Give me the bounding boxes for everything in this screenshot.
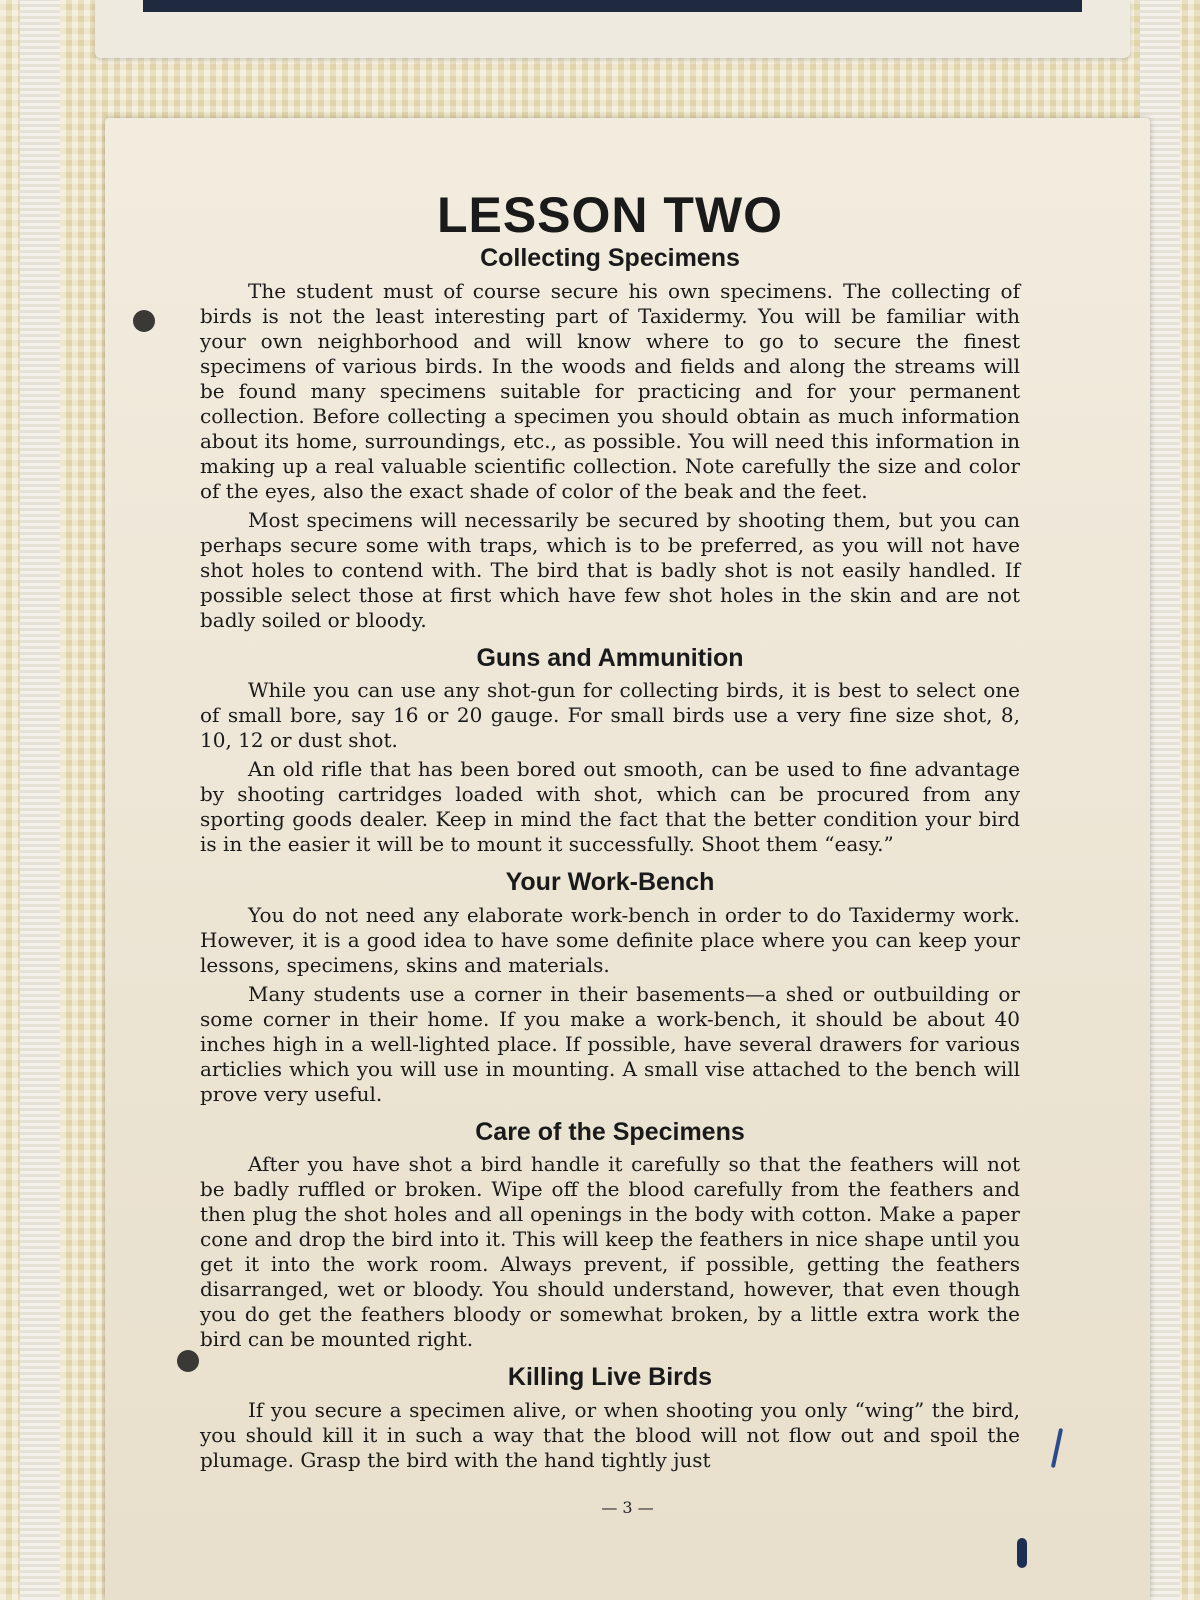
section-paragraph: After you have shot a bird handle it carefully so that the feathers will not be badly ruffled or broken. Wipe off the blood carefully from the feathers and then plug the shot holes and all openings in the body with cotton. Make a paper cone and drop the bird into it. This will keep the feathers in nice shape until you get it into the work room. Always prevent, if possible, getting the feathers disarranged, wet or bloody. You should understand, however, that even though you do get the feathers bloody or somewhat broken, by a little extra work the bird can be mounted right. <box>200 1152 1020 1351</box>
page-number: — 3 — <box>601 1498 654 1517</box>
section-paragraph: While you can use any shot-gun for collecting birds, it is best to select one of small bore, say 16 or 20 gauge. For small birds use a very fine size shot, 8, 10, 12 or dust shot. <box>200 678 1020 752</box>
page-content <box>200 188 1020 1477</box>
lesson-title: LESSON TWO <box>436 187 784 243</box>
section-paragraph: If you secure a specimen alive, or when shooting you only “wing” the bird, you should kill it in such a way that the blood will not flow out and spoil the plumage. Grasp the bird with the hand tightly just <box>200 1397 1020 1472</box>
document-page <box>105 118 1150 1600</box>
section-heading-collecting-specimens: Collecting Specimens <box>480 244 740 272</box>
top-card <box>95 0 1130 58</box>
ink-mark <box>1051 1428 1063 1468</box>
section-paragraph: Many students use a corner in their basements—a shed or outbuilding or some corner in their home. If you make a work-bench, it should be about 40 inches high in a well-lighted place. If possible, have several drawers for various articlies which you will use in mounting. A small vise attached to the bench will prove very useful. <box>200 981 1020 1106</box>
section-paragraph: An old rifle that has been bored out smooth, can be used to fine advantage by shooting cartridges loaded with shot, which can be procured from any sporting goods dealer. Keep in mind the fact that the better condition your bird is in the easier it will be to mount it successfully. Shoot them “easy.” <box>200 757 1020 856</box>
section-paragraph: Most specimens will necessarily be secured by shooting them, but you can perhaps secure some with traps, which is to be preferred, as you will not have shot holes to contend with. The bird that is badly shot is not easily handled. If possible select those at first which have few shot holes in the skin and are not badly soiled or bloody. <box>200 507 1020 632</box>
section-heading-guns-and-ammunition: Guns and Ammunition <box>476 643 744 672</box>
punch-hole-bottom <box>177 1350 199 1372</box>
punch-hole-top <box>133 310 155 332</box>
section-paragraph: The student must of course secure his own specimens. The collecting of birds is not the least interesting part of Taxidermy. You will be familiar with your own neighborhood and will know where to go to secure the finest specimens of various birds. In the woods and fields and along the streams will be found many specimens suitable for practicing and for your permanent collection. Before collecting a specimen you should obtain as much information about its home, surroundings, etc., as possible. You will need this information in making up a real valuable scientific collection. Note carefully the size and color of the eyes, also the exact shade of color of the beak and the feet. <box>200 278 1020 503</box>
section-paragraph: You do not need any elaborate work-bench in order to do Taxidermy work. However, it is a good idea to have some definite place where you can keep your lessons, specimens, skins and materials. <box>200 902 1020 977</box>
section-heading-your-work-bench: Your Work-Bench <box>505 868 715 896</box>
ink-mark <box>1017 1538 1027 1568</box>
top-card-bar <box>143 0 1082 12</box>
section-heading-care-of-the-specimens: Care of the Specimens <box>475 1117 745 1146</box>
section-heading-killing-live-birds: Killing Live Birds <box>507 1363 713 1391</box>
cloth-stripe-left <box>20 0 60 1600</box>
